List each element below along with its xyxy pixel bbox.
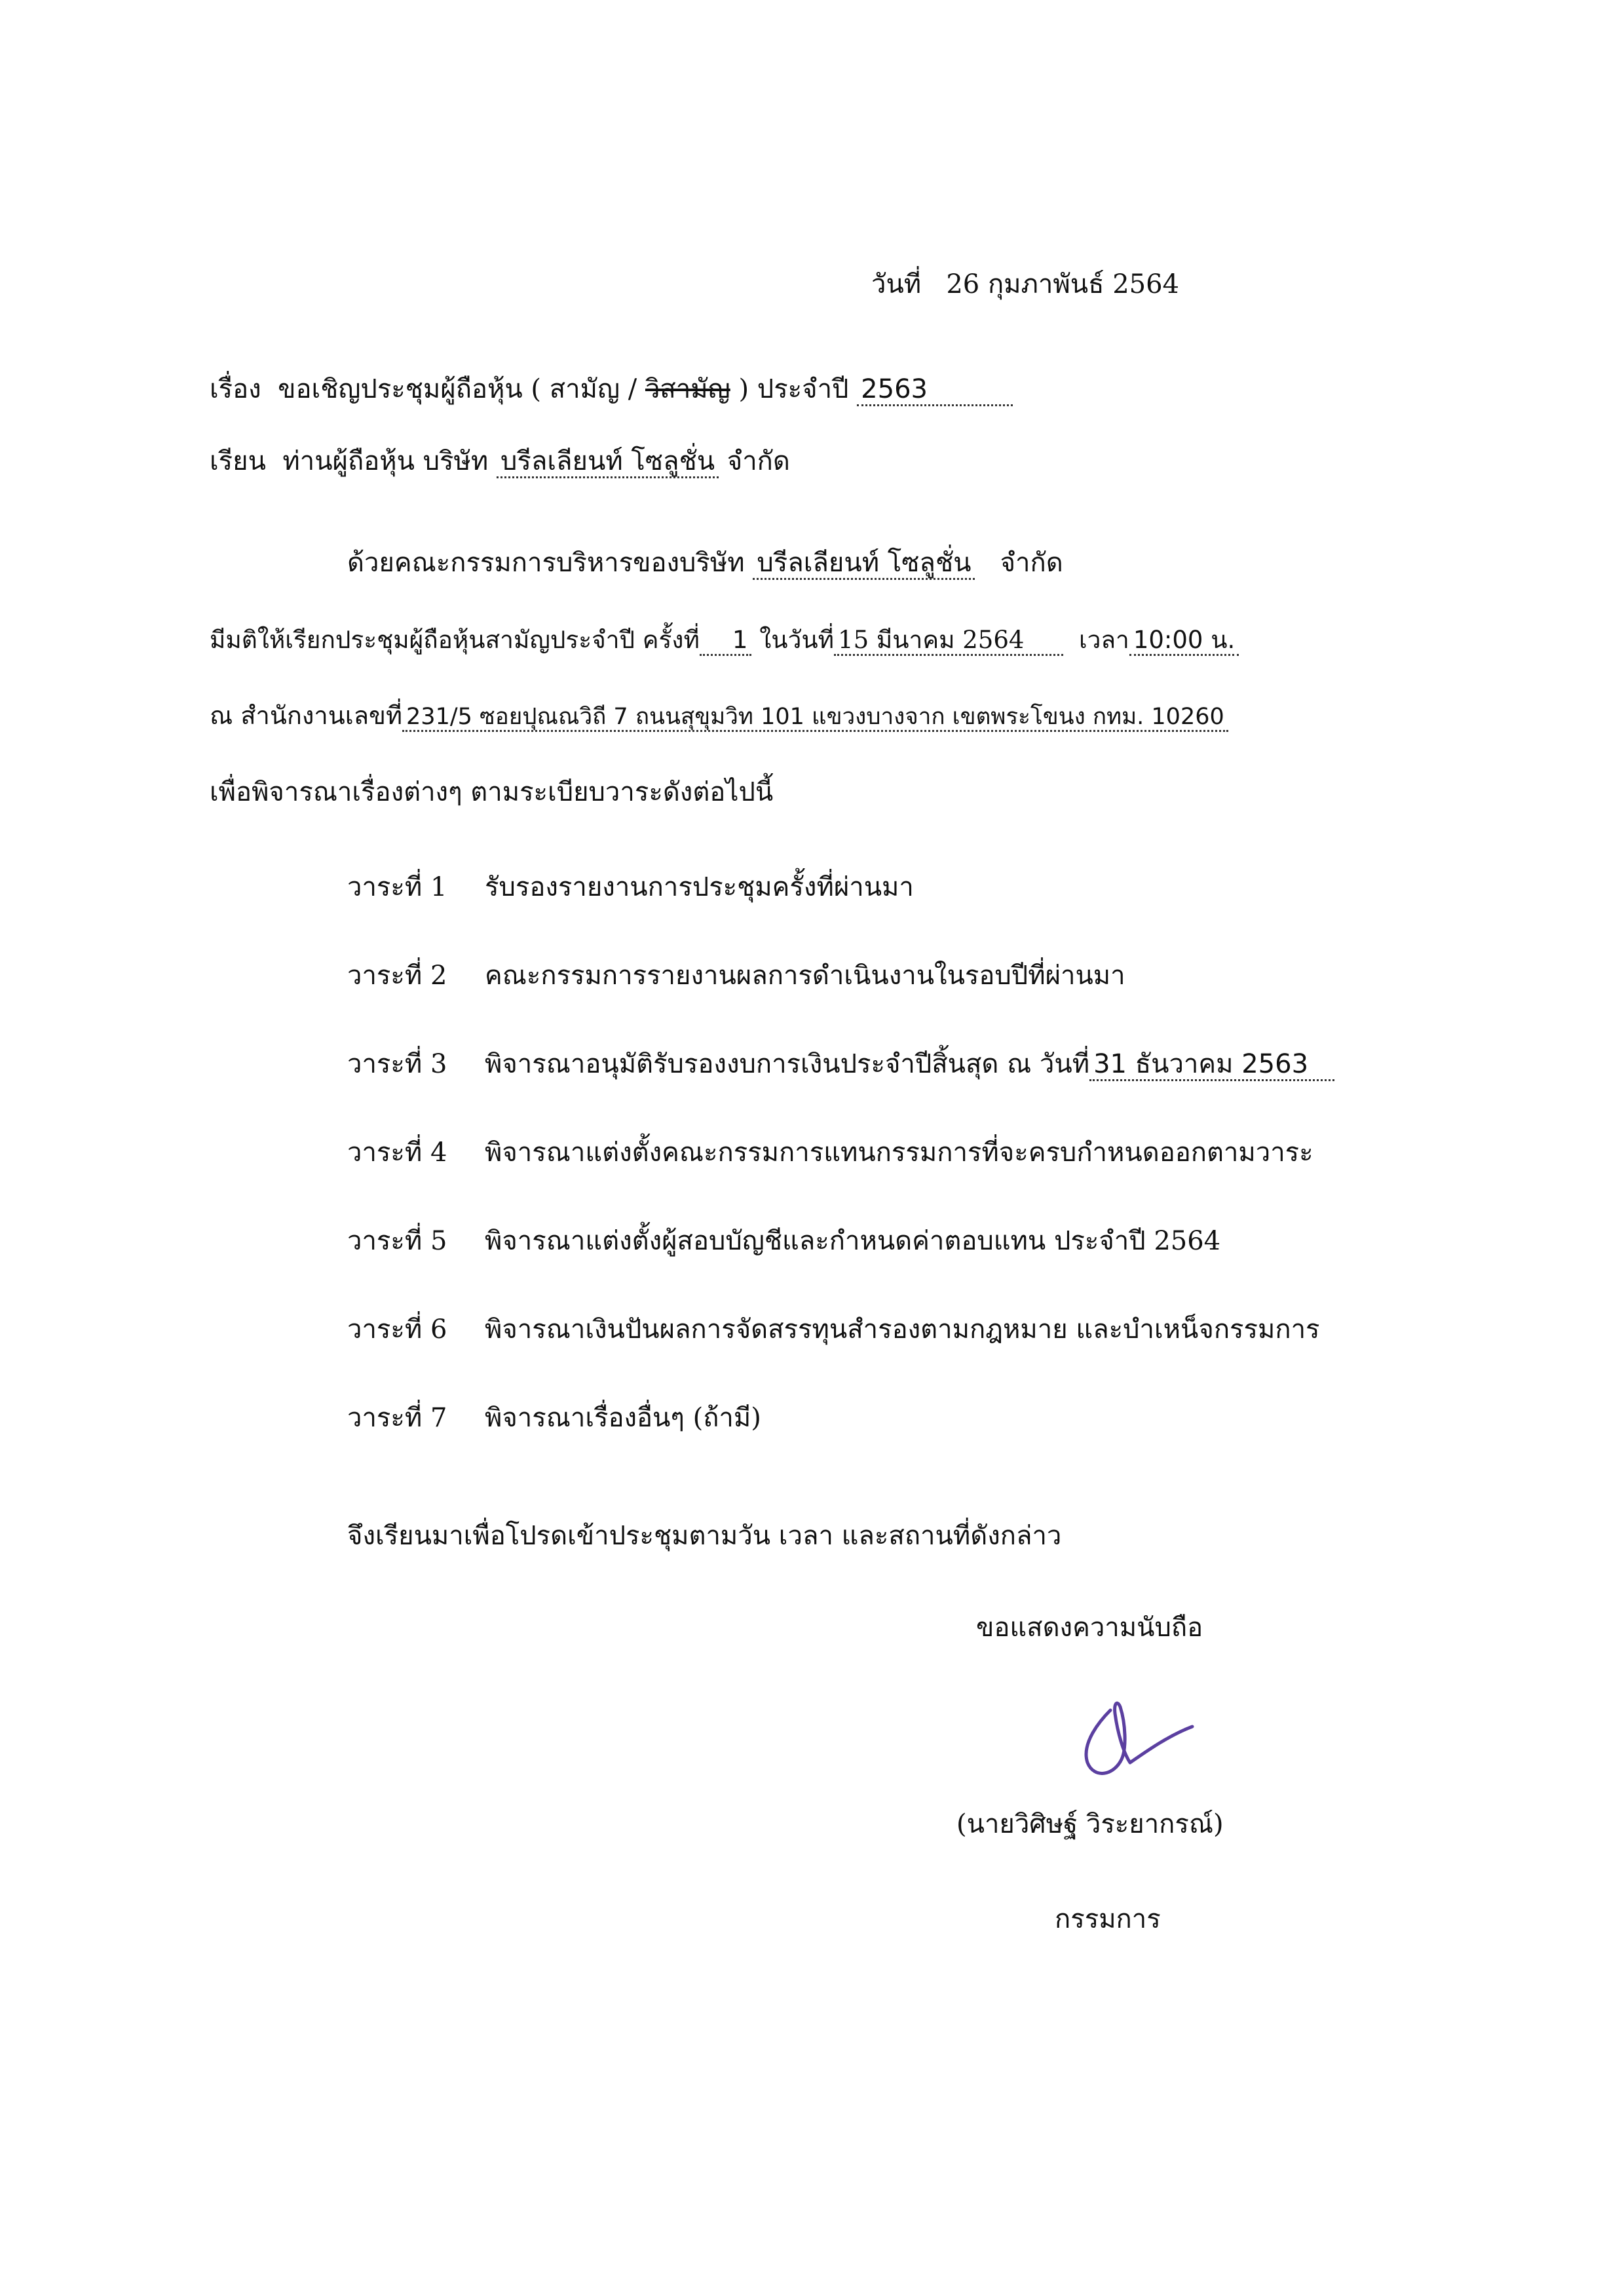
recipient-label: เรียน: [210, 446, 266, 476]
recipient-company-fill: บรีลเลียนท์ โซลูชั่น: [497, 446, 719, 478]
agenda-text: พิจารณาแต่งตั้งผู้สอบบัญชีและกำหนดค่าตอบแทน ประจำปี 2564: [485, 1226, 1221, 1256]
body-line-2: [210, 626, 1239, 655]
meeting-number-fill: 1: [700, 626, 752, 656]
body-line1-text: ด้วยคณะกรรมการบริหารของบริษัท: [347, 548, 745, 578]
closing-text: จึงเรียนมาเพื่อโปรดเข้าประชุมตามวัน เวลา และสถานที่ดังกล่าว: [347, 1521, 1062, 1551]
agenda-text: พิจารณาแต่งตั้งคณะกรรมการแทนกรรมการที่จะครบกำหนดออกตามวาระ: [485, 1138, 1313, 1168]
agenda-label: วาระที่ 2: [347, 961, 447, 991]
body-line-4: [210, 776, 773, 808]
subject-text: ขอเชิญประชุมผู้ถือหุ้น ( สามัญ /: [278, 374, 645, 404]
regards-text: ขอแสดงความนับถือ: [976, 1613, 1203, 1643]
recipient-text-after: จำกัด: [727, 446, 790, 476]
date-label: วันที่: [871, 269, 922, 299]
body-line1-after: จำกัด: [1000, 548, 1063, 578]
agenda-date-fill: 31 ธันวาคม 2563: [1089, 1049, 1334, 1081]
body-line2-text: มีมติให้เรียกประชุมผู้ถือหุ้นสามัญประจำปี ครั้งที่: [210, 626, 700, 654]
meeting-date-fill: 15 มีนาคม 2564: [834, 626, 1063, 656]
signature-image: [1074, 1697, 1199, 1789]
agenda-label: วาระที่ 3: [347, 1049, 447, 1079]
subject-text-after: ) ประจำปี: [730, 374, 849, 404]
agenda-item: [347, 1225, 1220, 1257]
address-fill: 231/5 ซอยปุณณวิถี 7 ถนนสุขุมวิท 101 แขวงบางจาก เขตพระโขนง กทม. 10260: [402, 704, 1228, 732]
agenda-item: [347, 871, 914, 903]
agenda-text: พิจารณาเงินปันผลการจัดสรรทุนสำรองตามกฎหมาย และบำเหน็จกรรมการ: [485, 1314, 1320, 1345]
body-line-1: [347, 547, 1063, 579]
body-line3-text: ณ สำนักงานเลขที่: [210, 701, 403, 730]
agenda-label: วาระที่ 4: [347, 1138, 447, 1168]
agenda-label: วาระที่ 5: [347, 1226, 447, 1256]
agenda-label: วาระที่ 6: [347, 1314, 447, 1345]
agenda-item: [347, 1137, 1313, 1168]
body-line-3: [210, 701, 1228, 731]
agenda-text: รับรองรายงานการประชุมครั้งที่ผ่านมา: [485, 872, 914, 902]
body-line4-text: เพื่อพิจารณาเรื่องต่างๆ ตามระเบียบวาระดังต่อไปนี้: [210, 777, 774, 807]
agenda-label: วาระที่ 7: [347, 1403, 447, 1433]
body-line2-date-label: ในวันที่: [759, 626, 835, 654]
agenda-text: คณะกรรมการรายงานผลการดำเนินงานในรอบปีที่ผ่านมา: [485, 961, 1125, 991]
agenda-label: วาระที่ 1: [347, 872, 447, 902]
agenda-item: [347, 1402, 761, 1434]
meeting-time-fill: 10:00 น.: [1129, 626, 1239, 656]
agenda-item: [347, 960, 1125, 991]
subject-line: [210, 373, 1013, 405]
agenda-text: พิจารณาอนุมัติรับรองงบการเงินประจำปีสิ้นสุด ณ วันที่: [485, 1049, 1090, 1079]
agenda-item: [347, 1314, 1320, 1345]
letter-date: [871, 269, 1179, 300]
date-value: 26 กุมภาพันธ์ 2564: [946, 269, 1179, 299]
subject-struck-option: วิสามัญ: [645, 374, 730, 404]
recipient-text: ท่านผู้ถือหุ้น บริษัท: [282, 446, 489, 476]
body-company-fill: บรีลเลียนท์ โซลูชั่น: [753, 548, 975, 580]
signer-name: (นายวิศิษฐ์ วิระยากรณ์): [956, 1809, 1224, 1839]
body-line2-time-label: เวลา: [1078, 626, 1129, 654]
subject-year-fill: 2563: [857, 374, 1013, 406]
agenda-item: [347, 1048, 1334, 1080]
subject-label: เรื่อง: [210, 374, 261, 404]
signer-title: กรรมการ: [1055, 1904, 1161, 1934]
agenda-text: พิจารณาเรื่องอื่นๆ (ถ้ามี): [485, 1403, 761, 1433]
recipient-line: [210, 446, 790, 477]
